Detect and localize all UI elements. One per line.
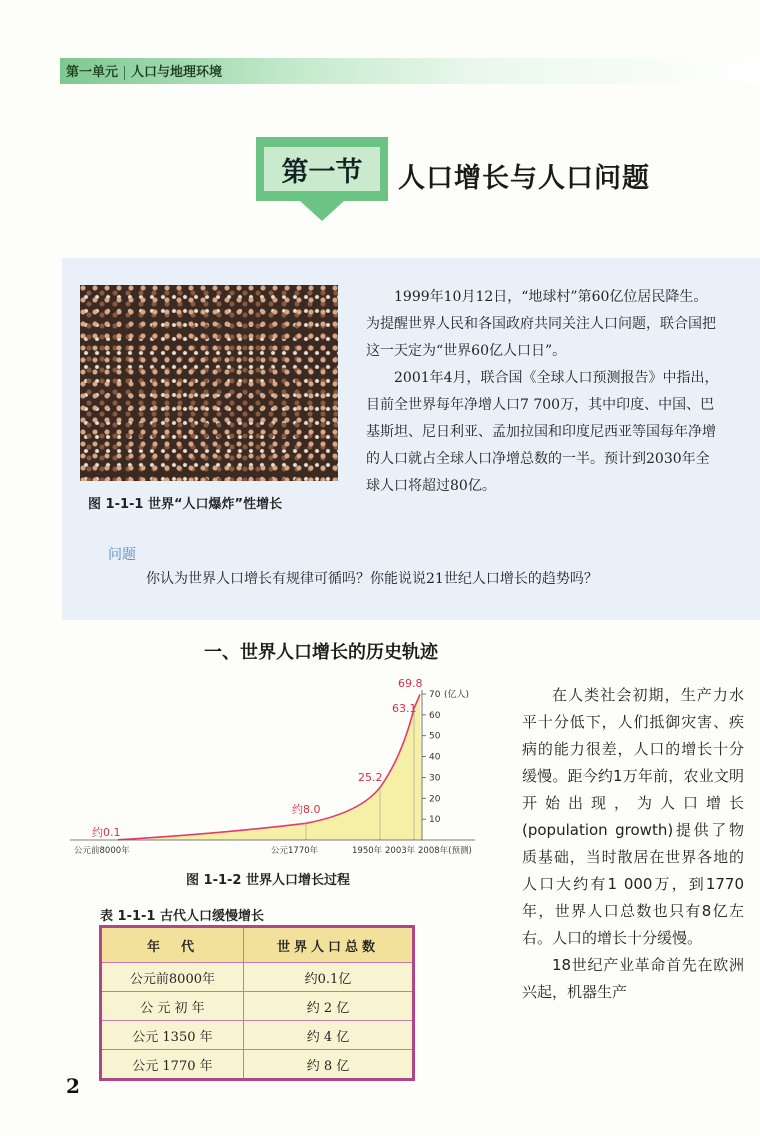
intro-paragraph: 2001年4月，联合国《全球人口预测报告》中指出，目前全世界每年净增人口7 700万，其中印度、中国、巴基斯坦、尼日利亚、孟加拉国和印度尼西亚等国每年净增的人口就占全球人口净增总数的一半。预计到2030年全球人口将超过80亿。	[366, 370, 719, 494]
chart-caption: 图 1-1-2 世界人口增长过程	[186, 873, 350, 888]
table-row	[101, 963, 414, 992]
chart-unit-label: (亿人)	[444, 690, 470, 700]
question-label: 问题	[108, 547, 136, 563]
population-chart	[70, 672, 490, 862]
chart-area-fill	[118, 694, 422, 840]
subheading: 一、世界人口增长的历史轨迹	[204, 642, 438, 663]
chart-data-label: 25.2	[358, 771, 383, 784]
unit-title: 人口与地理环境	[131, 65, 223, 80]
chart-y-tick-label: 50	[429, 731, 441, 742]
divider	[124, 66, 125, 80]
chart-data-label: 63.1	[392, 702, 417, 715]
population-table	[99, 925, 415, 1081]
section-badge-pointer	[300, 201, 344, 221]
table-cell: 公元 1350 年	[101, 1021, 244, 1050]
table-row	[101, 1021, 414, 1050]
chart-x-tick-label: 公元前8000年	[74, 846, 130, 856]
table-caption: 表 1-1-1 古代人口缓慢增长	[100, 909, 264, 924]
table-cell: 约 2 亿	[243, 992, 413, 1021]
table-row	[101, 1050, 414, 1080]
figure-caption: 图 1-1-1 世界“人口爆炸”性增长	[88, 497, 283, 512]
question-text: 你认为世界人口增长有规律可循吗？你能说说21世纪人口增长的趋势吗？	[146, 571, 598, 587]
section-label: 第一节	[264, 147, 380, 191]
chart-y-tick-label: 10	[429, 815, 441, 826]
chart-y-tick-label: 30	[429, 773, 441, 784]
chart-x-tick-label: 1950年	[352, 846, 383, 856]
intro-text	[366, 284, 720, 500]
section-badge	[256, 137, 388, 201]
unit-number: 第一单元	[66, 65, 119, 80]
crowd-photo	[80, 285, 338, 481]
chart-x-tick-label: 2003年	[385, 846, 416, 856]
table-cell: 公 元 初 年	[101, 992, 244, 1021]
chart-y-tick-label: 70	[429, 690, 441, 700]
table-cell: 约 4 亿	[243, 1021, 413, 1050]
chart-y-tick-label: 40	[429, 752, 441, 763]
unit-header	[66, 61, 222, 80]
table-cell: 公元前8000年	[101, 963, 244, 992]
table-row	[101, 992, 414, 1021]
chart-data-label: 约8.0	[292, 803, 321, 816]
table-header-cell: 年 代	[101, 927, 244, 963]
table-cell: 公元 1770 年	[101, 1050, 244, 1080]
page-number: 2	[66, 1074, 80, 1098]
body-paragraph: 在人类社会初期，生产力水平十分低下，人们抵御灾害、疾病的能力很差，人口的增长十分缓慢。距今约1万年前，农业文明开始出现，为人口增长(population growth)提供了物质基础，当时散居在世界各地的人口大约有1 000万，到1770年，世界人口总数也只有8亿左右。人口的增长十分缓慢。	[522, 686, 744, 947]
body-paragraph: 18世纪产业革命首先在欧洲兴起，机器生产	[522, 956, 744, 1001]
table-cell: 约0.1亿	[243, 963, 413, 992]
table-header-cell: 世界人口总数	[243, 927, 413, 963]
body-text	[522, 682, 744, 1006]
chart-y-tick-label: 60	[429, 710, 441, 721]
intro-paragraph: 1999年10月12日，“地球村”第60亿位居民降生。为提醒世界人民和各国政府共同关注人口问题，联合国把这一天定为“世界60亿人口日”。	[366, 289, 716, 359]
section-title: 人口增长与人口问题	[398, 163, 650, 194]
table-header-row	[101, 927, 414, 963]
chart-x-tick-label: 2008年(预测)	[418, 846, 472, 856]
chart-data-label: 69.8	[398, 677, 423, 690]
chart-x-tick-label: 公元1770年	[271, 846, 319, 856]
chart-y-tick-label: 20	[429, 794, 441, 805]
table-cell: 约 8 亿	[243, 1050, 413, 1080]
chart-data-label: 约0.1	[92, 826, 121, 839]
